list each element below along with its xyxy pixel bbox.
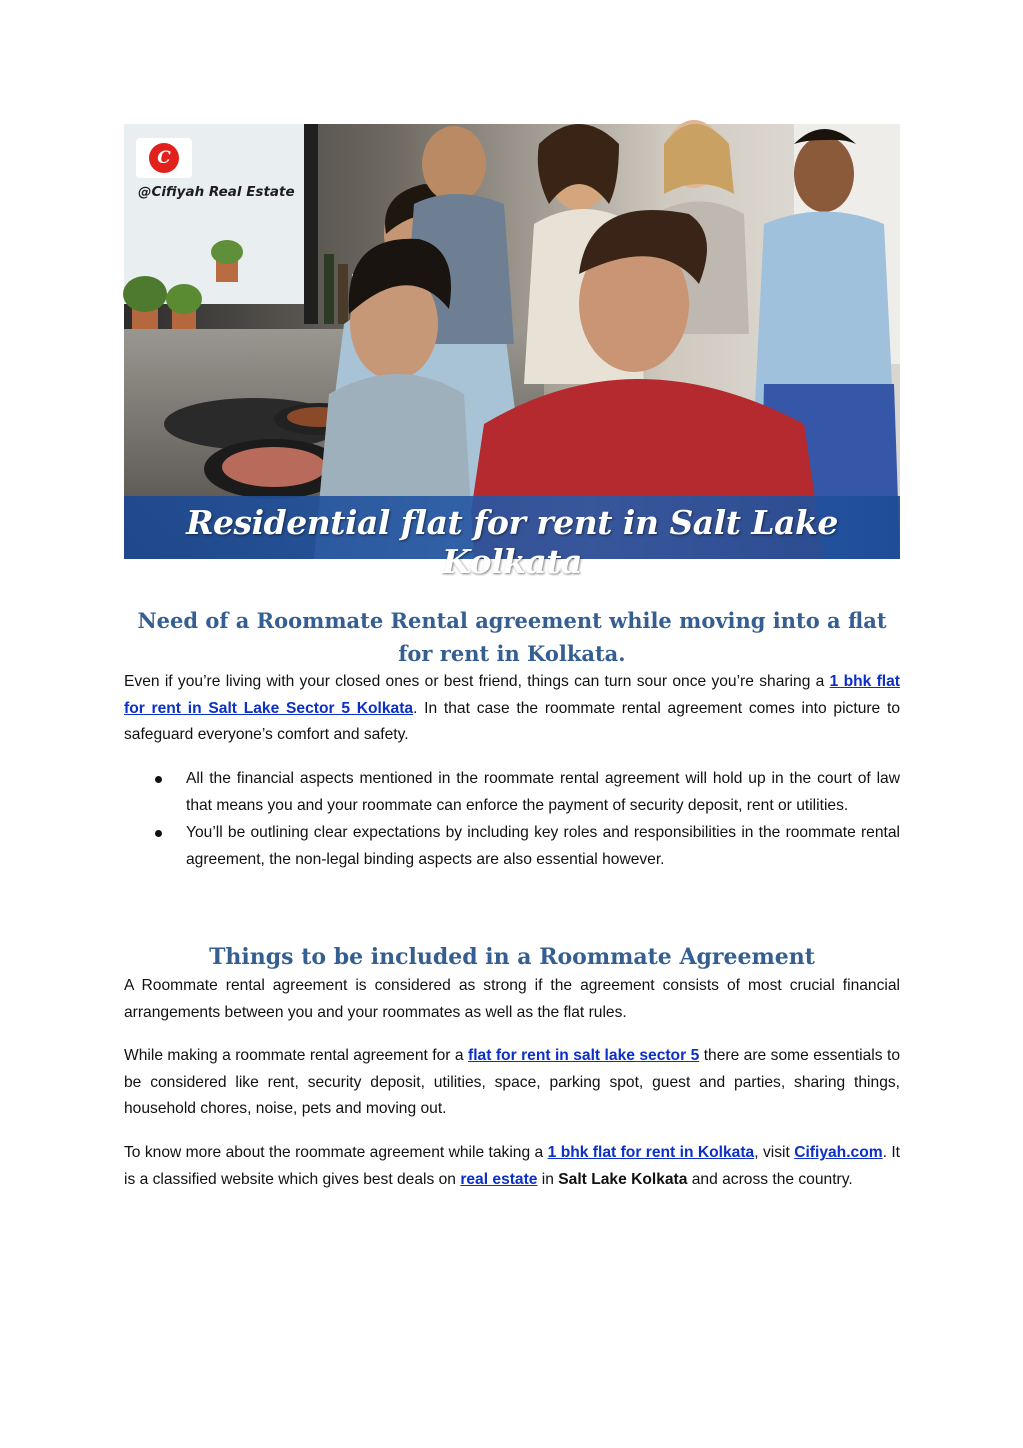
section1-paragraph [124, 669, 900, 749]
logo-letter: C [149, 143, 179, 173]
hero-image [124, 124, 900, 581]
section2-p2-text-a: While making a roommate rental agreement for a [124, 1047, 469, 1064]
bullet-text: You’ll be outlining clear expectations by including key roles and responsibilities in the roommate rental agreement, the non-legal binding aspects are also essential however. [186, 824, 900, 868]
hero-caption: Residential flat for rent in Salt Lake Kolkata [186, 503, 838, 581]
section1-heading: Need of a Roommate Rental agreement while moving into a flat for rent in Kolkata. [137, 608, 887, 666]
section2-paragraph-1: A Roommate rental agreement is considered as strong if the agreement consists of most crucial financial arrangements between you and your roommates as well as the flat rules. [124, 977, 900, 1021]
bullet-icon [155, 830, 162, 837]
bullet-text: All the financial aspects mentioned in the roommate rental agreement will hold up in the court of law that means you and your roommate can enforce the payment of security deposit, rent or utilities. [186, 770, 900, 814]
cifiyah-logo [136, 138, 192, 178]
section2-paragraph-3 [124, 1140, 900, 1193]
hero-handle-text: @Cifiyah Real Estate [138, 184, 295, 200]
section1-bullet-list [124, 766, 900, 874]
section2-p3-text-e: and across the country. [687, 1170, 853, 1188]
list-item [124, 820, 900, 873]
section1-text-a: Even if you’re living with your closed ones or best friend, things can turn sour once you’re sharing a [124, 673, 830, 690]
link-real-estate[interactable]: real estate [460, 1170, 538, 1188]
section2-p3-text-d: in [537, 1170, 559, 1188]
link-1bhk-salt-lake-sector5[interactable]: 1 bhk flat for rent in Salt Lake Sector 5 Kolkata [124, 673, 900, 717]
section2-paragraph-2 [124, 1043, 900, 1123]
bullet-icon [155, 776, 162, 783]
link-cifiyah-com[interactable]: Cifiyah.com [794, 1144, 883, 1161]
section2-p3-text-b: , visit [754, 1144, 795, 1161]
link-1bhk-kolkata[interactable]: 1 bhk flat for rent in Kolkata [547, 1144, 755, 1161]
section1-text-b: . In that case the roommate rental agreement comes into picture to safeguard everyone’s comfort and safety. [124, 699, 900, 743]
section2-p3-text-c: . It is a classified website which gives best deals on [124, 1144, 900, 1188]
section2-p3-text-a: To know more about the roommate agreement while taking a [124, 1144, 548, 1161]
salt-lake-kolkata-bold: Salt Lake Kolkata [558, 1170, 688, 1188]
section2-heading: Things to be included in a Roommate Agreement [209, 944, 815, 970]
link-flat-salt-lake-sector5[interactable]: flat for rent in salt lake sector 5 [468, 1047, 700, 1064]
list-item [124, 766, 900, 819]
section2-p2-text-b: there are some essentials to be considered like rent, security deposit, utilities, space, parking spot, guest and parties, sharing things, household chores, noise, pets and moving out. [124, 1047, 900, 1117]
